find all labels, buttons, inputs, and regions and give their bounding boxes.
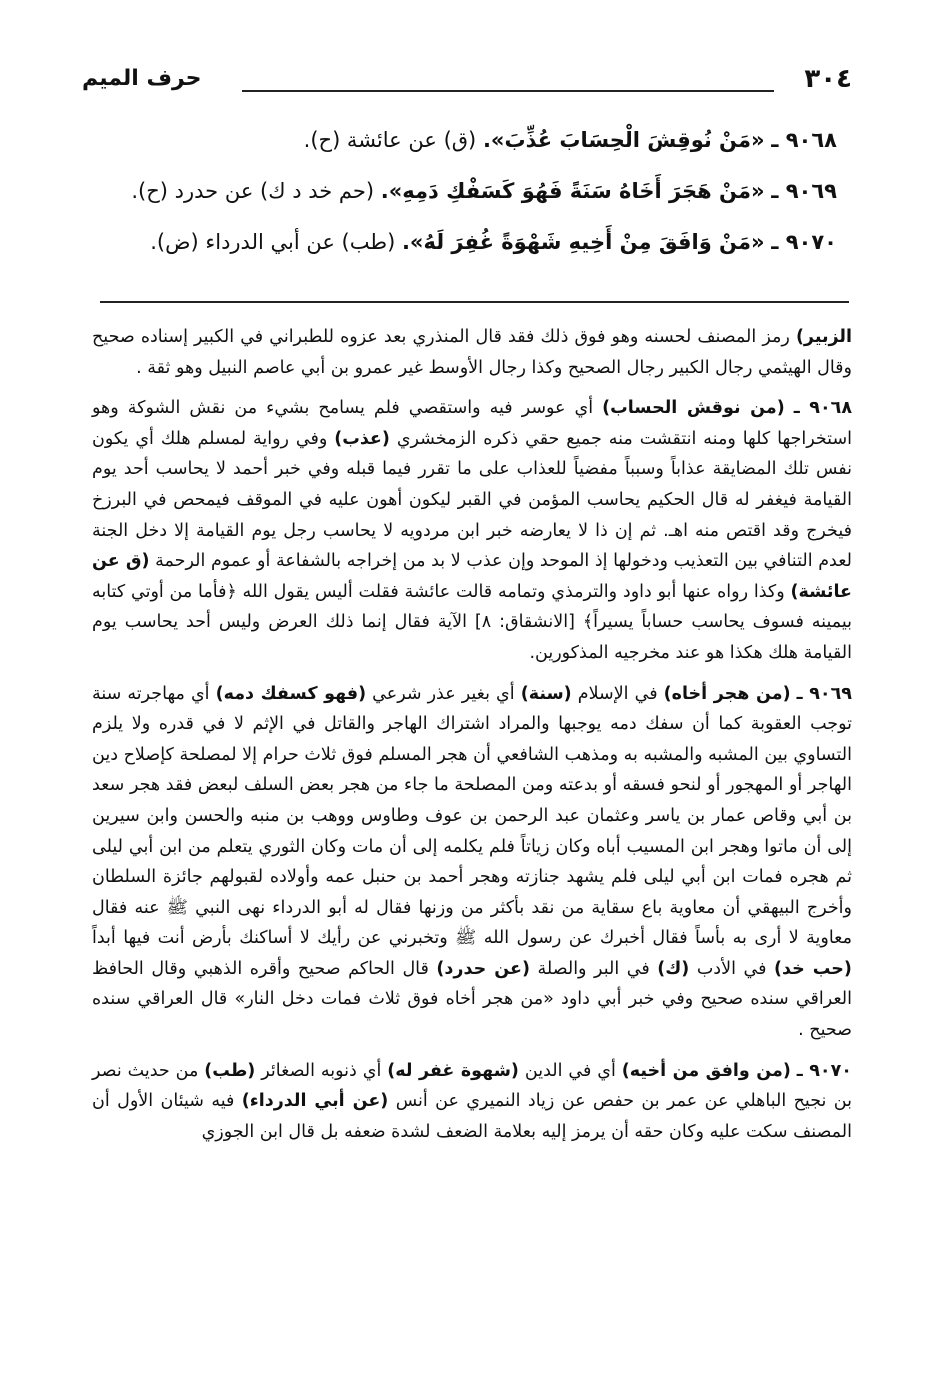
hadith-number: ٩٠٦٨ ـ (771, 128, 837, 152)
commentary-lead: (من هجر أخاه) (663, 683, 791, 704)
commentary-highlight: (فهو كسفك دمه) (215, 683, 367, 704)
commentary-highlight: (طب) (204, 1060, 256, 1081)
commentary-text: وفي رواية لمسلم هلك أي يكون نفس تلك المضايقة عذاباً وسبباً مفضياً للعذاب على ما تقرر فيما قبله وفي خبر أحمد لا يحاسب أحد يوم القيامة فيغفر له قال الحكيم يحاسب المؤمن في القبر ليكون أهون عليه في الموقف فيمحص في البرزخ فيخرج وقد اقتص منه اهـ. ثم إن ذا لا يعارضه خبر ابن مردويه لا يحاسب رجل يوم القيامة إلا دخل الجنة لعدم التنافي بين التعذيب ودخولها إذ الموحد وإن عذب لا بد من إخراجه بالشفاعة أو عموم الرحمة (92, 428, 852, 572)
commentary-highlight: (عن أبي الدرداء) (241, 1091, 389, 1112)
commentary-text: أي بغير عذر شرعي (372, 683, 515, 704)
commentary-paragraph (92, 1056, 852, 1148)
hadith-text: «مَنْ وَافَقَ مِنْ أَخِيهِ شَهْوَةً غُفِرَ لَهُ». (401, 230, 765, 254)
hadith-source: (ق) عن عائشة (ح). (303, 128, 477, 152)
hadith-text: «مَنْ نُوقِشَ الْحِسَابَ عُذِّبَ». (482, 128, 765, 152)
page-header (82, 62, 852, 102)
commentary-number: ٩٠٦٨ ـ (793, 398, 853, 419)
commentary-lead: الزبير) (795, 327, 852, 347)
hadith-source: (طب) عن أبي الدرداء (ض). (150, 230, 396, 254)
commentary-highlight: (عذب) (334, 428, 390, 449)
commentary-highlight: (شهوة غفر له) (387, 1060, 519, 1081)
commentary (92, 322, 852, 1157)
commentary-paragraph (92, 679, 852, 1046)
hadith-entry (137, 125, 837, 176)
commentary-highlight: (عن حدرد) (436, 958, 530, 979)
running-title: حرف الميم (82, 66, 202, 91)
commentary-paragraph (92, 393, 852, 668)
hadith-list (131, 125, 837, 278)
commentary-text: في الأدب (696, 958, 767, 979)
footnote-separator (100, 301, 849, 303)
hadith-source: (حم خد د ك) عن حدرد (ح). (131, 179, 375, 203)
commentary-highlight: (ق عن عائشة) (92, 551, 852, 602)
header-rule (242, 90, 774, 92)
commentary-highlight: (سنة) (520, 683, 572, 704)
hadith-number: ٩٠٦٩ ـ (771, 179, 837, 203)
hadith-entry (131, 176, 837, 227)
commentary-highlight: (حب خد) (773, 958, 852, 979)
commentary-text: أي في الدين (524, 1060, 616, 1081)
commentary-text: في البر والصلة (537, 958, 650, 979)
commentary-text: أي ذنوبه الصغائر (261, 1060, 382, 1081)
hadith-number: ٩٠٧٠ ـ (771, 230, 837, 254)
commentary-text: أي مهاجرته سنة توجب العقوبة كما أن سفك دمه يوجبها والمراد اشتراك الهاجر والقاتل في الإثم لا في قدره ولا يلزم التساوي بين المشبه والمشبه به ومذهب الشافعي أن هجر المسلم فوق ثلاث حرام إلا لمصلحة كإصلاح دين الهاجر أو المهجور أو لنحو فسقه أو بدعته ومن المصلحة ما جاء من هجر بعض السلف لبعض فقد هجر سعد بن أبي وقاص عمار بن ياسر وعثمان عبد الرحمن بن عوف وطاوس ووهب بن منبه والحسن وابن سيرين إلى أن ماتوا وهجر ابن المسيب أباه وكان زياتاً فلم يكلمه إلى أن مات وكان الثوري يتعلم من ابن أبي ليلى ثم هجره فمات ابن أبي ليلى فلم يشهد جنازته وهجر أحمد بن حنبل عمه وأولاده لقبولهم جائزة السلطان وأخرج البيهقي أن معاوية باع سقاية من نقد بأكثر من وزنها فقال له أبو الدرداء نهى النبي ﷺ عنه فقال معاوية لا أرى به بأساً فقال أخبرك عن رسول الله ﷺ وتخبرني عن رأيك لا أساكنك بأرض أنت فيها أبداً (92, 683, 852, 949)
commentary-lead: (من نوقش الحساب) (602, 398, 785, 419)
page-number: ٣٠٤ (804, 64, 852, 94)
commentary-text: من حديث نصر بن نجيح الباهلي عن عمر بن حفص عن زياد النميري عن أنس (92, 1060, 852, 1112)
commentary-text: في الإسلام (577, 683, 658, 704)
commentary-paragraph (92, 322, 852, 383)
commentary-highlight: (ك) (657, 958, 690, 979)
commentary-text: قال الحاكم صحيح وأقره الذهبي وقال الحافظ العراقي سنده صحيح وفي خبر أبي داود «من هجر أخاه فوق ثلاث فمات دخل النار» قال العراقي سنده صحيح . (92, 958, 852, 1041)
commentary-text: وكذا رواه عنها أبو داود والترمذي وتمامه قالت عائشة فقلت أليس يقول الله ﴿فأما من أوتي كتابه بيمينه فسوف يحاسب حساباً يسيراً﴾ [الانشقاق: ٨] الآية فقال إنما ذلك العرض وليس أحد يحاسب يوم القيامة هلك هكذا هو عند مخرجيه المذكورين. (92, 581, 852, 663)
commentary-text: فيه شيئان الأول أن المصنف سكت عليه وكان حقه أن يرمز إليه بعلامة الضعف لشدة ضعفه بل قال ابن الجوزي (92, 1091, 852, 1142)
commentary-number: ٩٠٧٠ ـ (796, 1060, 852, 1081)
commentary-lead: (من وافق من أخيه) (621, 1060, 791, 1081)
hadith-text: «مَنْ هَجَرَ أَخَاهُ سَنَةً فَهُوَ كَسَفْكِ دَمِهِ». (380, 179, 765, 203)
hadith-entry (137, 227, 837, 278)
commentary-number: ٩٠٦٩ ـ (796, 683, 852, 704)
commentary-text: رمز المصنف لحسنه وهو فوق ذلك فقد قال المنذري بعد عزوه للطبراني في الكبير إسناده صحيح وقال الهيثمي رجال الكبير رجال الصحيح وكذا رجال الأوسط غير عمرو بن أبي عاصم النبيل وهو ثقة . (92, 327, 852, 378)
commentary-text: أي عوسر فيه واستقصي فلم يسامح بشيء من نقش الشوكة وهو استخراجها كلها ومنه انتقشت منه جميع حقي ذكره الزمخشري (92, 398, 852, 449)
